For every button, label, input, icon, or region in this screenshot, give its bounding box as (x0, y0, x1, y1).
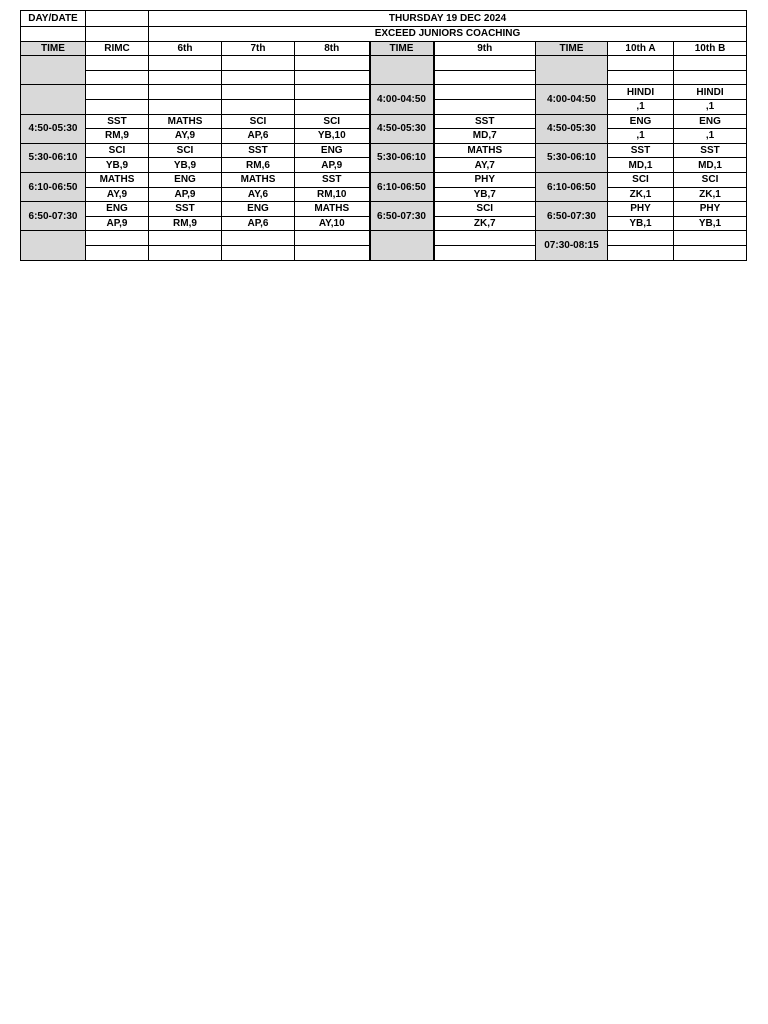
empty-cell (674, 245, 747, 260)
subject-cell: SCI (222, 114, 295, 129)
teacher-cell: RM,9 (86, 129, 149, 144)
col-header-time: TIME (370, 41, 434, 56)
empty-cell (608, 231, 674, 246)
empty-cell (86, 70, 149, 85)
teacher-cell: MD,1 (608, 158, 674, 173)
time-slot-empty (536, 56, 608, 85)
empty-cell (674, 70, 747, 85)
teacher-cell: ZK,1 (608, 187, 674, 202)
teacher-cell: ,1 (608, 99, 674, 114)
subject-cell: ENG (149, 172, 222, 187)
subject-cell: ENG (674, 114, 747, 129)
subject-cell: SST (149, 202, 222, 217)
empty-cell (86, 56, 149, 71)
empty-cell (222, 70, 295, 85)
empty-cell (222, 245, 295, 260)
time-slot: 5:30-06:10 (370, 143, 434, 172)
subject-cell: SCI (674, 172, 747, 187)
date-cell: THURSDAY 19 DEC 2024 (149, 11, 747, 27)
empty-cell (608, 245, 674, 260)
col-header-9th: 9th (434, 41, 536, 56)
col-header-8th: 8th (295, 41, 370, 56)
teacher-cell: YB,1 (674, 216, 747, 231)
empty-cell (222, 56, 295, 71)
empty-cell (674, 56, 747, 71)
teacher-cell: ZK,1 (674, 187, 747, 202)
empty-cell (149, 231, 222, 246)
subject-cell: PHY (674, 202, 747, 217)
empty-cell (434, 70, 536, 85)
empty-cell (434, 56, 536, 71)
teacher-cell: RM,10 (295, 187, 370, 202)
time-slot: 4:00-04:50 (370, 85, 434, 114)
timetable (20, 10, 747, 261)
teacher-cell: YB,10 (295, 129, 370, 144)
time-slot: 6:10-06:50 (370, 172, 434, 201)
empty-cell (295, 231, 370, 246)
teacher-cell: AP,6 (222, 216, 295, 231)
subject-cell: SST (434, 114, 536, 129)
subject-cell: HINDI (608, 85, 674, 100)
day-date-label: DAY/DATE (21, 11, 86, 27)
time-slot: 6:50-07:30 (21, 202, 86, 231)
institute-name: EXCEED JUNIORS COACHING (149, 27, 747, 42)
col-header-rimc: RIMC (86, 41, 149, 56)
time-slot-empty (370, 56, 434, 85)
subject-cell: SCI (149, 143, 222, 158)
teacher-cell: AP,9 (86, 216, 149, 231)
subject-cell: SST (674, 143, 747, 158)
time-slot: 5:30-06:10 (21, 143, 86, 172)
subject-cell: MATHS (434, 143, 536, 158)
col-header-time: TIME (21, 41, 86, 56)
empty-cell (434, 99, 536, 114)
time-slot: 6:10-06:50 (536, 172, 608, 201)
empty-cell (434, 231, 536, 246)
empty-cell (222, 99, 295, 114)
teacher-cell: YB,9 (149, 158, 222, 173)
empty-cell (674, 231, 747, 246)
subject-cell: HINDI (674, 85, 747, 100)
empty-cell (149, 70, 222, 85)
subject-cell: SCI (86, 143, 149, 158)
teacher-cell: ZK,7 (434, 216, 536, 231)
col-header-6th: 6th (149, 41, 222, 56)
empty-cell (295, 70, 370, 85)
subject-cell: ENG (222, 202, 295, 217)
teacher-cell: AY,6 (222, 187, 295, 202)
teacher-cell: RM,9 (149, 216, 222, 231)
subject-cell: ENG (86, 202, 149, 217)
subject-cell: PHY (434, 172, 536, 187)
time-slot: 6:50-07:30 (370, 202, 434, 231)
subject-cell: SST (222, 143, 295, 158)
time-slot: 6:10-06:50 (21, 172, 86, 201)
teacher-cell: YB,7 (434, 187, 536, 202)
empty-cell (608, 56, 674, 71)
subject-cell: ENG (295, 143, 370, 158)
teacher-cell: AY,9 (149, 129, 222, 144)
teacher-cell: RM,6 (222, 158, 295, 173)
empty-cell (295, 56, 370, 71)
subject-cell: SCI (434, 202, 536, 217)
blank-cell (86, 27, 149, 42)
empty-cell (86, 231, 149, 246)
col-header-10th-a: 10th A (608, 41, 674, 56)
time-slot: 4:00-04:50 (536, 85, 608, 114)
teacher-cell: YB,1 (608, 216, 674, 231)
col-header-7th: 7th (222, 41, 295, 56)
time-slot-empty (21, 231, 86, 260)
time-slot-empty (370, 231, 434, 260)
empty-cell (149, 99, 222, 114)
time-slot: 6:50-07:30 (536, 202, 608, 231)
empty-cell (295, 99, 370, 114)
teacher-cell: ,1 (674, 129, 747, 144)
subject-cell: SST (295, 172, 370, 187)
col-header-10th-b: 10th B (674, 41, 747, 56)
empty-cell (434, 85, 536, 100)
blank-cell (21, 27, 86, 42)
teacher-cell: AY,10 (295, 216, 370, 231)
teacher-cell: MD,7 (434, 129, 536, 144)
subject-cell: MATHS (86, 172, 149, 187)
teacher-cell: AP,9 (295, 158, 370, 173)
empty-cell (295, 85, 370, 100)
time-slot-empty (21, 85, 86, 114)
teacher-cell: AY,9 (86, 187, 149, 202)
time-slot: 4:50-05:30 (370, 114, 434, 143)
teacher-cell: ,1 (674, 99, 747, 114)
teacher-cell: ,1 (608, 129, 674, 144)
empty-cell (149, 56, 222, 71)
subject-cell: MATHS (295, 202, 370, 217)
empty-cell (86, 85, 149, 100)
time-slot: 4:50-05:30 (536, 114, 608, 143)
empty-cell (222, 85, 295, 100)
time-slot: 07:30-08:15 (536, 231, 608, 260)
subject-cell: SST (608, 143, 674, 158)
subject-cell: PHY (608, 202, 674, 217)
blank-cell (86, 11, 149, 27)
teacher-cell: AP,9 (149, 187, 222, 202)
col-header-time: TIME (536, 41, 608, 56)
subject-cell: SST (86, 114, 149, 129)
teacher-cell: MD,1 (674, 158, 747, 173)
time-slot-empty (21, 56, 86, 85)
empty-cell (608, 70, 674, 85)
subject-cell: SCI (608, 172, 674, 187)
empty-cell (86, 245, 149, 260)
teacher-cell: YB,9 (86, 158, 149, 173)
empty-cell (222, 231, 295, 246)
empty-cell (295, 245, 370, 260)
subject-cell: SCI (295, 114, 370, 129)
time-slot: 4:50-05:30 (21, 114, 86, 143)
subject-cell: MATHS (149, 114, 222, 129)
teacher-cell: AY,7 (434, 158, 536, 173)
teacher-cell: AP,6 (222, 129, 295, 144)
empty-cell (149, 85, 222, 100)
subject-cell: ENG (608, 114, 674, 129)
subject-cell: MATHS (222, 172, 295, 187)
empty-cell (149, 245, 222, 260)
empty-cell (86, 99, 149, 114)
empty-cell (434, 245, 536, 260)
time-slot: 5:30-06:10 (536, 143, 608, 172)
